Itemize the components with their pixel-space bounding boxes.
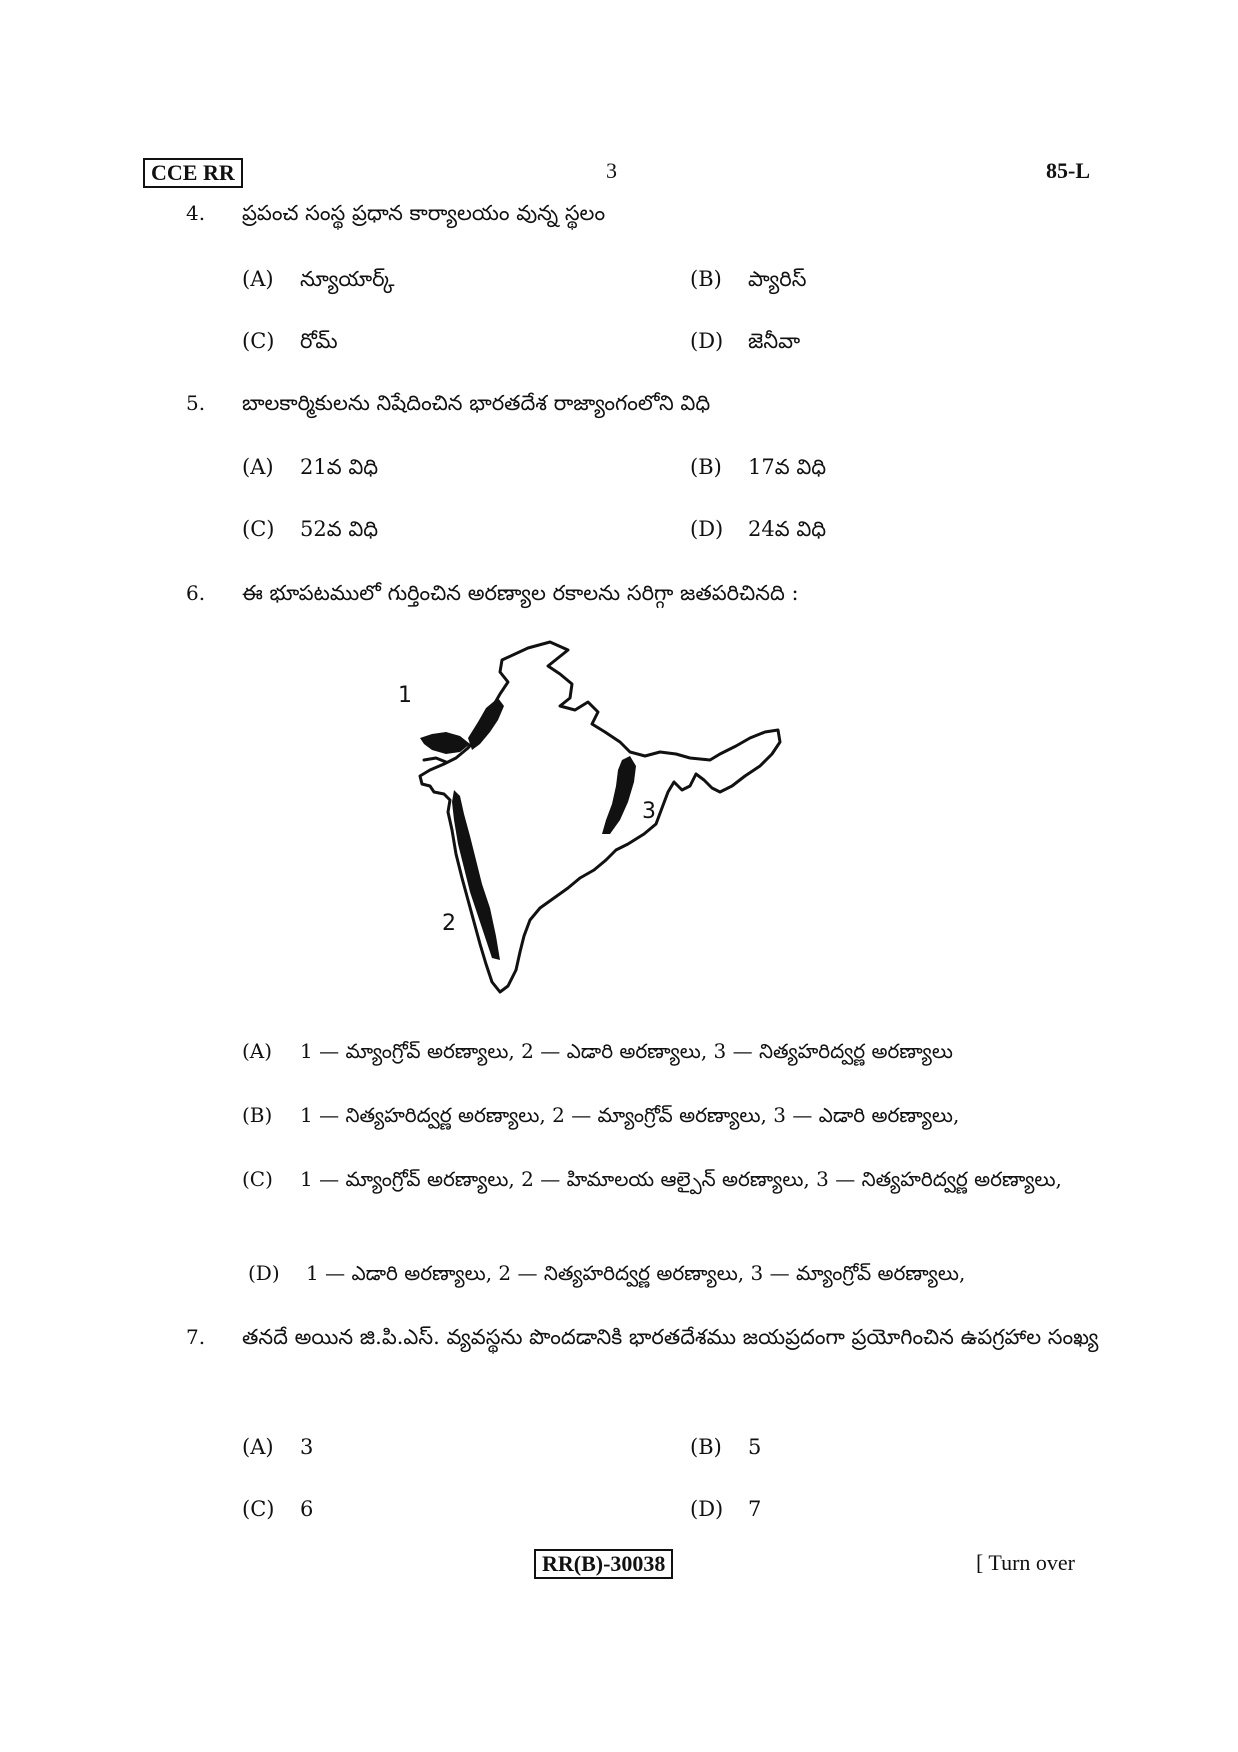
question-4-number: 4. bbox=[186, 201, 206, 225]
question-4-option-d[interactable] bbox=[690, 326, 800, 356]
paper-code: 85-L bbox=[1046, 158, 1090, 183]
option-text: 7 bbox=[748, 1497, 762, 1521]
question-5-number: 5. bbox=[186, 391, 206, 415]
option-text: 17వ విధి bbox=[748, 455, 827, 479]
turn-over-note: [ Turn over bbox=[976, 1550, 1076, 1575]
map-label-2: 2 bbox=[442, 911, 456, 936]
option-label: (D) bbox=[690, 329, 724, 353]
option-label: (C) bbox=[242, 1167, 273, 1191]
footer-code-box: RR(B)-30038 bbox=[534, 1549, 673, 1579]
option-text: న్యూయార్క్ bbox=[300, 267, 395, 291]
question-5-option-d[interactable] bbox=[690, 514, 826, 544]
option-label: (D) bbox=[690, 1497, 724, 1521]
region-3-shade bbox=[602, 756, 636, 834]
question-6-text: ఈ భూపటములో గుర్తించిన అరణ్యాల రకాలను సరిగ్గా జతపరిచినది : bbox=[242, 581, 799, 605]
question-5-option-a[interactable] bbox=[242, 452, 378, 482]
map-label-3: 3 bbox=[642, 799, 656, 824]
question-4-option-b[interactable] bbox=[690, 264, 806, 294]
question-7-number: 7. bbox=[186, 1325, 206, 1349]
option-text: 3 bbox=[300, 1435, 314, 1459]
option-label: (A) bbox=[242, 455, 274, 479]
option-label: (A) bbox=[242, 1435, 274, 1459]
option-label: (A) bbox=[242, 267, 274, 291]
question-5-option-b[interactable] bbox=[690, 452, 826, 482]
question-7-option-b[interactable] bbox=[690, 1432, 761, 1462]
option-text: 6 bbox=[300, 1497, 314, 1521]
question-4-option-c[interactable] bbox=[242, 326, 338, 356]
option-label: (D) bbox=[248, 1261, 280, 1285]
question-6-option-b[interactable] bbox=[242, 1096, 1102, 1134]
option-label: (C) bbox=[242, 329, 275, 353]
option-text: రోమ్ bbox=[300, 329, 338, 353]
option-text: 52వ విధి bbox=[300, 517, 379, 541]
question-5-option-c[interactable] bbox=[242, 514, 378, 544]
question-7-text: తనదే అయిన జి.పి.ఎస్. వ్యవస్థను పొందడానికి భారతదేశము జయప్రదంగా ప్రయోగించిన ఉపగ్రహాల సంఖ్య bbox=[242, 1325, 1099, 1349]
map-label-1: 1 bbox=[398, 683, 412, 708]
option-text: 24వ విధి bbox=[748, 517, 827, 541]
header-subject-box: CCE RR bbox=[143, 158, 243, 188]
option-text: ప్యారిస్ bbox=[748, 267, 807, 291]
option-text: 1 — నిత్యహరిద్వర్ణ అరణ్యాలు, 2 — మ్యాంగ్రోవ్ అరణ్యాలు, 3 — ఎడారి అరణ్యాలు, bbox=[300, 1103, 960, 1127]
option-text: 1 — మ్యాంగ్రోవ్ అరణ్యాలు, 2 — హిమాలయ ఆల్పైన్ అరణ్యాలు, 3 — నిత్యహరిద్వర్ణ అరణ్యాలు, bbox=[300, 1167, 1062, 1191]
option-text: 5 bbox=[748, 1435, 762, 1459]
option-text: 1 — ఎడారి అరణ్యాలు, 2 — నిత్యహరిద్వర్ణ అరణ్యాలు, 3 — మ్యాంగ్రోవ్ అరణ్యాలు, bbox=[306, 1261, 966, 1285]
option-text: 21వ విధి bbox=[300, 455, 379, 479]
option-text: 1 — మ్యాంగ్రోవ్ అరణ్యాలు, 2 — ఎడారి అరణ్యాలు, 3 — నిత్యహరిద్వర్ణ అరణ్యాలు bbox=[300, 1039, 953, 1063]
option-label: (C) bbox=[242, 1497, 275, 1521]
india-forest-map bbox=[398, 640, 820, 1020]
question-7-option-c[interactable] bbox=[242, 1494, 313, 1524]
question-4-text: ప్రపంచ సంస్థ ప్రధాన కార్యాలయం వున్న స్థలం bbox=[242, 201, 606, 225]
question-6-number: 6. bbox=[186, 581, 206, 605]
option-label: (B) bbox=[690, 1435, 722, 1459]
option-label: (B) bbox=[690, 267, 722, 291]
region-1-shade bbox=[420, 698, 504, 754]
question-7-option-d[interactable] bbox=[690, 1494, 761, 1524]
question-4-option-a[interactable] bbox=[242, 264, 394, 294]
question-5-text: బాలకార్మికులను నిషేదించిన భారతదేశ రాజ్యాంగంలోని విధి bbox=[242, 391, 711, 415]
option-label: (B) bbox=[690, 455, 722, 479]
option-label: (D) bbox=[690, 517, 724, 541]
question-6-option-d[interactable] bbox=[248, 1254, 1108, 1292]
india-outline bbox=[420, 642, 780, 992]
page-number: 3 bbox=[606, 158, 617, 183]
option-text: జెనీవా bbox=[748, 329, 801, 353]
question-7-option-a[interactable] bbox=[242, 1432, 313, 1462]
question-6-option-a[interactable] bbox=[242, 1032, 1102, 1070]
option-label: (B) bbox=[242, 1103, 273, 1127]
question-6-option-c[interactable] bbox=[242, 1160, 1102, 1236]
option-label: (C) bbox=[242, 517, 275, 541]
gulf-outline bbox=[424, 758, 446, 762]
option-label: (A) bbox=[242, 1039, 273, 1063]
